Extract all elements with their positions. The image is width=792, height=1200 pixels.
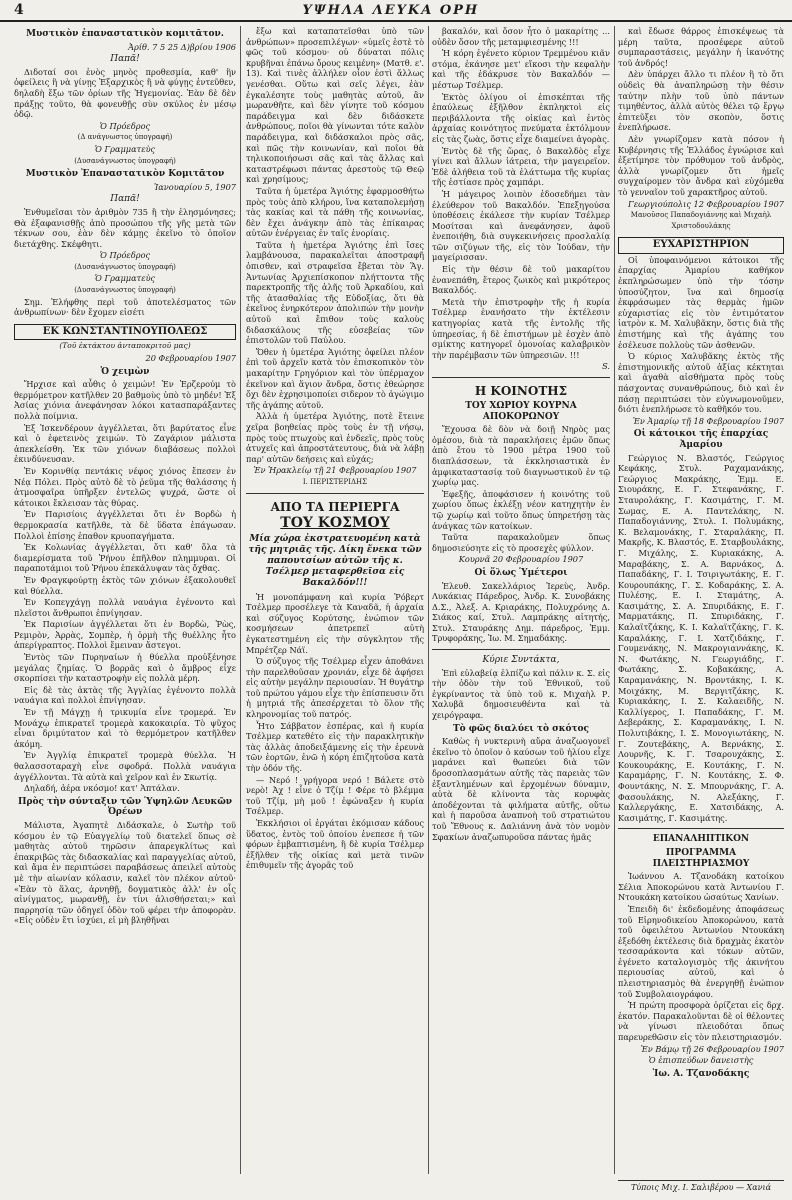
dateline: Γεωργιούπολις 12 Φεβρουαρίου 1907 [628, 198, 784, 209]
salutation: Παπᾶ! [110, 54, 140, 65]
signature-note: (Δυσανάγνωστος ὑπογραφή) [74, 262, 176, 271]
section-title: Η ΚΟΙΝΟΤΗΣ [474, 384, 568, 398]
dateline: Ἰανουαρίου 5, 1907 [154, 181, 236, 192]
paragraph: Ἐν Κορινθίᾳ πεντάκις νέφος χιόνος ἔπεσεν ἐν Νέᾳ Πόλει. Πρὸς αὐτὸ δὲ τὸ ῥεῦμα τῆς θαλάσσης ἡ ἀτμοσφαῖρα ὑπῆρξεν ἐντελῶς ψυχρά, ὥστε οἱ κάτοικοι ἔκλεισαν τὰς θύρας. [14, 465, 236, 508]
page-number: 4 [14, 2, 24, 18]
paragraph: Ἐν Ἀγγλίᾳ ἐπικρατεῖ τρομερὰ θύελλα. Ἡ θαλασσοταραχὴ εἶνε σφοδρά. Πολλὰ ναυάγια ἀγγέλλονται. Τὰ αὐτὰ καὶ χεῖρον καὶ ἐν Σκωτίᾳ. [14, 750, 236, 782]
section-box-heading: ΕΥΧΑΡΙΣΤΗΡΙΟΝ [618, 237, 784, 254]
paragraph: Ἐνθυμεῖσαι τὸν ἀριθμὸν 735 ἢ τὴν ἐλησμόνησες; Θὰ ἐξαφανισθῇς ἀπὸ προσώπου τῆς γῆς μετὰ τῶν τέκνων σου, ἐὰν δὲν κάμῃς ἐκεῖνο τὸ ὁποῖον διετάχθης. Σκέφθητι. [14, 206, 236, 249]
signature: Ὁ Γραμματεὺς [94, 273, 156, 284]
paragraph: Ὁ κύριος Χαλυβᾶκης ἐκτὸς τῆς ἐπιστημονικῆς αὐτοῦ ἀξίας κέκτηται καὶ ἀγαθὰ αἰσθήματα πρὸς τοὺς πάσχοντας συνανθρώπους, διὸ καὶ ἐν πάσῃ περιπτώσει τὸν εὐγνωμονοῦμεν, διότι ἐνεπλήρωσε τὸ καθῆκόν του. [618, 351, 784, 415]
signatories-list: Γεώργιος Ν. Βλαστός, Γεώργιος Κεφάκης, Στυλ. Ραχαμανάκης, Γεώργιος Μακράκης, Ἐμμ. Ε. Σιουράκης, Ε. Γ. Στεφανάκης, Γ. Σταυρολάκης, Γ. Κασιμάτης, Γ. Μ. Σωμας, Ε. Α. Παντελάκης, Ν. Παπαδογιάννης, Στυλ. Ι. Πολυμάκης, Κ. Βελαμονάκης, Γ. Σταραλάκης, Π. Μακρῆς, Κ. Βλαστός, Ε. Σταρβουλάκης, Γ. Μιχάλης, Σ. Κυριακάκης, Α. Μαραβάκης, Σ. Α. Βαρνάκος, Δ. Παπαδάκης, Γ. Ι. Τσιριγωτάκης, Ε. Γ. Κουρουπάκης, Γ. Σ. Κοδαράκης, Σ. Α. Πυλέσης, Ε. Ι. Σταμάτης, Α. Κασιμάτης, Σ. Α. Σπυριδάκης, Ε. Γ. Μαρματάκης, Π. Σπυριδάκης, Γ. Καλαϊτζάκης, Κ. Ι. Καλαϊτζάκης, Γ. Κ. Καραλάκης, Γ. Ι. Χατζιδάκης, Γ. Γουμενάκης, Ν. Μακρογιαννάκης, Κ. Ν. Φωτάκης, Ν. Γεωργιάδης, Γ. Φωτάκης, Σ. Κοβακάκης, Α. Καραμανάκης, Ν. Βροντάκης, Ι. Κ. Μοιχάκης, Μ. Βεργιτζάκης, Κ. Κυριακάκης, Ι. Σ. Καλαειδῆς, Ν. Καλλίγερος, Ι. Παπαδάκης, Γ. Μ. Δεβεράκης, Σ. Καραμανάκης, Ι. Ν. Πολυτιβάκης, Ι. Σ. Μονογιωτάκης, Ν. Γ. Ζουτεβάκης, Α. Βερνάκης, Σ. Λουρνῆς, Κ. Γ. Τσαρουχάκης, Σ. Κουκουράκης, Ε. Κουτάκης, Γ. Ν. Καραμάρης, Γ. Ν. Κουτάκης, Σ. Φ. Φουντάκης, Ν. Σ. Μπουρνάκης, Γ. Α. Φασουλάκης, Ν. Αλεξάκης, Γ. Καλλεργάκης, Ε. Χατσιδάκης, Α. Κασιμάτης, Γ. Κασιμάτης. [618, 452, 784, 823]
salutation: Κύριε Συντάκτα, [482, 655, 560, 666]
signatories-list: Ἐλευθ. Σακελλάριος Ἱερεὺς, Ἀνδρ. Λυκάκιας Πάρεδρος, Ἀνδρ. Κ. Συνοβάκης Δ.Σ., Ἀλεξ. Α. Κριαράκης, Πολυχρόνης Δ. Σιάκος καί, Στυλ. Λαμπράκης αἰτητής, Στυλ. Σταυράκης Δημ. πάρεδρος, Ἐμμ. Τρυφοράκης, Ἰω. Μ. Σημαδάκης. [432, 580, 610, 644]
signature: Ὁ Γραμματεὺς [94, 143, 156, 154]
paragraph: Οἱ ὑποφαινόμενοι κάτοικοι τῆς ἐπαρχίας Ἀμαρίου καθήκον ἐκπληρώσωμεν ὑπὸ τὴν τόσην ὑποσύζητον, ἵνα καὶ δημοσίᾳ ἐκφράσωμεν τὰς θερμὰς ἡμῶν εὐχαριστίας εἰς τὸν ἐντιμότατον ἰατρὸν κ. Μ. Χαλυβᾶκην, ὅστις διὰ τῆς ἐπιστήμης καὶ τῆς ἀγάπης του ἐσέλευσε πολλοὺς τῶν ἀσθενῶν. [618, 254, 784, 350]
notice-title-sub: ΠΡΟΓΡΑΜΜΑ ΠΛΕΙΣΤΗΡΙΑΣΜΟΥ [652, 847, 750, 869]
signature-note: (Δ ανάγνωστος ὑπογραφή) [77, 133, 173, 142]
paragraph: Σημ. Ἐλήφθης περὶ τοῦ ἀποτελέσματος τῶν ἀνθρωπίνων· δὲν ἔχομεν εἰσέτι [14, 296, 236, 318]
paragraph: Μάλιστα, Ἀγαπητὲ Διδάσκαλε, ὁ Σωτὴρ τοῦ κόσμου ἐν τῷ Εὐαγγελίῳ τοῦ διατελεῖ ὅπως σὲ μαθητὰς αὐτοῦ τηρῶσιν ἀπαρεγκλίτως καὶ ἐπακριβῶς τὰς διδασκαλίας καὶ παραγγελίας αὐτοῦ, καὶ ἄμα ἐν περιπτώσει παραβάσεως ἀπειλεῖ αὐτοὺς μὲ τὴν αἰωνίαν κόλασιν, καλεῖ τὸν πλέκον αὐτοῦ· «Ἐὰν τὸ ἅλας, ἀρνηθῇ, δογματικὸς ἀλλ' ἐν οἷς αἰνίγματος, μωρανθῇ, ἐν τίνι ἁλισθήσεται;» καὶ παρρησίᾳ τῶν ὁδηγεῖ ὁδὸν τοῦ φέρει τὴν ἀποφορὰν. «Εἰς οὐδὲν ἔτι ἰσχύει, εἰ μὴ βληθῆναι [14, 819, 236, 926]
column-1 [14, 26, 236, 1174]
feature-subtitle: Μία χώρα ἐκστρατευομένη κατὰ τῆς μητριᾶς τῆς. Δίκη ἔνεκα τῶν παπουτσίων αὐτῶν τῆς κ. Τσέλμερ μεταφερθεῖσα εἰς Βακαλδόν!!! [248, 533, 422, 588]
section-title-sub: ΤΟΥ ΧΩΡΙΟΥ ΚΟΥΡΝΑ ΑΠΟΚΟΡΩΝΟΥ [465, 401, 577, 422]
paragraph: — Νερό ! γρήγορα νερό ! Βάλετε στὸ νερὸ! Ἀχ ! εἶνε ὁ Τζίμ ! Φέρε τὸ βλέμμα τοῦ Τζίμ, μὴ μοῦ ! ἐφώναξεν ἡ κυρία Τσέλμερ. [246, 774, 424, 817]
article-heading: Ὁ χειμὼν [100, 366, 150, 377]
author-name: Ι. ΠΕΡΙΣΤΕΡΙΔΗΣ [302, 477, 368, 486]
signatories-heading: Οἱ ὅλως Ὑμέτεροι [474, 567, 568, 578]
paragraph: Ὅθεν ἡ ὑμετέρα Ἁγιότης ὀφείλει πλέον ἐπὶ τοῦ ἀρχεῖν κατὰ τὸν ἐπισκοπικὸν τὸν μακαρίτην Γρηγόριον καὶ τὸν ὑπέρμαχον ἐκεῖνον καὶ ἅγιον ἄνδρα, ὅστις ἐθεώρησε ὄχι δὲν ἐχρησιμοποίει σιδερον τὸ ἀγώγιμο τῆς ἀγάπης αὐτοῦ. [246, 346, 424, 410]
article-heading: Πρὸς τὴν σύνταξιν τῶν Ὑψηλῶν Λευκῶν Ὀρέων [17, 796, 233, 818]
paragraph: Ἐκ Κολωνίας ἀγγέλλεται, ὅτι καθ' ὅλα τὰ διαμερίσματα τοῦ Ῥήνου ἐπῆλθον πλημμυραι. Οἱ παραποτάμιοι τοῦ Ῥήνου ἐπεκάλυψαν τὰς ὄχθας. [14, 542, 236, 574]
paragraph: Ἐφεξῆς, ἀποφάσισεν ἡ κοινότης τοῦ χωρίου ὅπως ἐκλέξῃ νέον κατηχητὴν ἐν τῷ χωρίῳ καὶ τοῦτο ὅπως ὑπηρετήσῃ τὰς ἀνάγκας τῶν κατοίκων. [432, 488, 610, 531]
paragraph: Ἐκτὸς ὀλίγου οἱ ἐπισκέπται τῆς ἐπαύλεως ἐξῆλθον ἐκπληκτοὶ εἰς περιβάλλοντα τῆς οἰκίας καὶ ἐντὸς ἀρχαίας κοινότητος πνεύματα ἐκτόλμουν εἰς τὰς ζωὰς, ὅστις εἶχε διαμείνει ἀγορὰς. [432, 91, 610, 144]
paragraph: Ἰωάννου Α. Τζανοδάκη κατοίκου Σέλια Ἀποκορώνου κατὰ Ἀντωνίου Γ. Ντουκάκη κατοίκου ὡσαύτως Χανίων. [618, 871, 784, 903]
paragraph: Ἐν Παρισίοις ἀγγέλλεται ὅτι ἐν Βορδὼ ἡ θερμοκρασία κατῆλθε, τὰ δὲ ὕδατα ἐπάγωσαν. Πολλοὶ ἐπίσης ἐπαθον κρυοπαγήματα. [14, 509, 236, 541]
paragraph: Ἐξ Ἰσκενδέρουν ἀγγέλλεται, ὅτι βαρύτατος εἶνε καὶ ὁ ἐφετεινὸς χειμών. Τὸ Ζαγάριον μάλιστα ἀπεκλείσθη. Ἐκ τῶν χιόνων διαβάσεως πολλοὶ ἐκινδύνευσαν. [14, 422, 236, 465]
paragraph: Ταῦτα ἡ ἡμετέρα Ἁγιότης ἐπὶ ἴσες λαμβάνουσα, παρακαλεῖται ἀποστραφῆ ὁπισθεν, καὶ στραφεῖσα ἔβεται τὸν Ἅγ. Ἀντωνίας Ἀρχιεπίσκοπον πλήττοντα τῆς παρεκτροπῆς τῆς ἀλῆς τοῦ Ἀρκαδίου, καὶ τῆς ἀτασθαλίας τῆς Εὐδοξίας, ὅτι θὰ ἐκεῖνος ἐνηρκότερον ἀπολιπών τὴν μονὴν αὐτοῦ καὶ ἔπιθον τοὺς καλοὺς διδασκάλους τῆς εὐσεβείας τῶν ἐπιστολῶν τοῦ Παύλου. [246, 239, 424, 346]
salutation: Παπᾶ! [110, 194, 140, 205]
paragraph: Ἦτο Σάββατον ἑσπέρας, καὶ ἡ κυρία Τσέλμερ κατεθέτο εἰς τὴν παρακλητικὴν τὰς ἀλλὰς ἀποδειξάμενης εἰς τὴν ἐρευνὰ τῶν ἑορτῶν, ἐνῶ ἡ κόρη ἐπιζητοῦσα κατὰ τὴν ὁδόν τῆς. [246, 720, 424, 774]
column-4 [618, 26, 784, 1174]
feature-title: ΑΠΟ ΤΑ ΠΕΡΙΕΡΓΑ [270, 499, 400, 514]
dateline: Ἀρίθ. 7 5 25 Δ)βρίου 1906 [128, 41, 236, 52]
article-heading: Μυστικὸν Ἐπαναστατικὸν Κομιτᾶτον [25, 169, 225, 180]
paragraph: βακαλόν, καὶ ὅσον ἦτο ὁ μακαρίτης ... οὐδὲν ὅσον τῆς μεταμφιεσμένης !!! [432, 26, 610, 47]
paragraph: Ἡ μάγειρος λοιπὸν ἐδοσεδήμει τὰν ἐλεύθερον τοῦ Βακαλδόν. Ἐπεξηγούσα ὑποθέσεις ἐκάλεσε τὴν κυρίαν Τσέλμερ Μοσίτσαι καὶ ἀνεφάνησεν, ἀφοῦ ἐνεποιήθη, διὰ συγκεκινήσεις προσλαλίᾳ τῶν σιζύγων τῆς, εἰς τὸν Ἰούδαν, τὴν μαγείρισσαν. [432, 188, 610, 263]
paragraph: Εἰς δὲ τὰς ἀκτὰς τῆς Ἀγγλίας ἐγένοντο πολλὰ ναυάγια καὶ πολλοὶ ἐπνίγησαν. [14, 684, 236, 706]
notice-title: ΕΠΑΝΑΛΗΠΤΙΚΟΝ [652, 834, 750, 845]
paragraph: ἔξω καὶ καταπατεῖσθαι ὑπὸ τῶν ἀνθρώπων» προσεπιλέγων· «ὑμεῖς ἐστὲ τὸ φῶς τοῦ κόσμου· οὐ δύναται πόλις κρυβῆναι ἐπάνω ὄρους κειμένη» (Ματθ. ε'. 13). Καὶ τινὲς ἀλλήλεν οἷον ἐστὶ ἄλλως γενέσθαι. Οὕτω καὶ σεῖς λέγει, ἐὰν ἐγκαλέσητε τοὺς μαθητὰς αὐτοῦ, ἂν μωρανθῆτε, καὶ δὲν γίνητε τοῦ κόσμου παράδειγμα καὶ δὲν διδάσκετε ἀνθρώπους, ποῖοι θὰ γίνωνται τότε καλὸν παράδειγμα, καὶ διδάσκαλοι πρὸς σᾶς, καὶ πῶς τὴν κοινωνίαν, καὶ ποῖοι θὰ τηλικοποιήσωσι σᾶς καὶ τὰς ἄλλας καὶ καταστρέφωσι πάντας ἀρεστοὺς τῷ Θεῷ καὶ χρησίμους; [246, 26, 424, 185]
signature-role: Ὁ ἐπισπεύδων δανειστὴς [648, 1055, 754, 1066]
paragraph: Ἡ κόρη ἐγένετο κύριον Τρεμμένου κιᾶν στόμα, ἐκάνησε μετ' εἴκοσι τὴν κεφαλὴν καὶ τῆς ἐδάκρυσε τὸν Βακαλδόν — μέστωρ Τσέλμερ. [432, 48, 610, 90]
paragraph: Ἐπειδὴ δι' ἐκδεδομένης ἀποφάσεως τοῦ Εἰρηνοδικείου Ἀποκορώνου, κατὰ τοῦ ὀφειλέτου Ἀντωνίου Ντουκάκη ἐξεδόθη ἐκτέλεσις διὰ δραχμὰς ἑκατὸν τεσσαράκοντα καὶ τόκων αὐτῶν, ἐγένετο καταλογισμὸς τῆς ἀκινήτου περιουσίας αὐτοῦ, καὶ ὁ πλειστηριασμὸς θὰ ἐνεργηθῇ ἐνώπιον τοῦ Συμβολαιογράφου. [618, 903, 784, 999]
dateline: Ἐν Βάμῳ τῇ 26 Φεβρουαρίου 1907 [640, 1043, 784, 1054]
paragraph: Ἡ πρώτη προσφορὰ ὁρίζεται εἰς δρχ. ἑκατόν. Παρακαλοῦνται δὲ οἱ θέλοντες νὰ γίνωσι πλειοδόται ὅπως παρευρεθῶσιν εἰς τὸν πλειστηριασμόν. [618, 1000, 784, 1043]
paragraph: Μετὰ τὴν ἐπιστροφὴν τῆς ἡ κυρία Τσέλμερ ἐνανήσατο τὴν ἐκτέλεσιν κατηγορίας κατὰ τῆς ἐντολῆς τῆς ὑπηρεσίας, ἡ δὲ ἐπιστήμων μὲ ἐσχὲν ἀπὸ σμίκτης κατηγορεῖ ὁμονοίας καλαβρικὸν τὴν παρέμβασιν τῶν ὑπηρεσιῶν. !!! [432, 296, 610, 360]
paragraph: Ἡ μονοπάμφανη καὶ κυρία Ῥόβερτ Τσέλμερ προσέλεγε τὰ Καναδᾶ, ἡ ἀρχαία καὶ σύζυγος Κορύτσης, ἐνώπιον τῶν κοσμήσεων ἀπετρεπεῖ αὐτὴ ἐγκατεστημένη εἰς τὴν σύγκλητον τῆς Μπρέτζερ Νάϊ. [246, 591, 424, 655]
paragraph: Καθὼς ἡ νυκτερινὴ αὔρα ἀναζωογονεῖ ἐκεῖνο τὸ ὁποῖον ὁ καύσων τοῦ ἡλίου εἶχε μαράνει καὶ θωπεύει διὰ τῶν δροσοπλασμάτων αὐτῆς τὰς παρειὰς τῶν ἐξαντλημένων καὶ ἐρχομένων δύναμιν, αὐτὰ δὲ κλίνοντα τὰς κορυφὰς ἀποδέχονται τὰ φιλήματα αὐτῆς, οὕτω καὶ ἡ παροῦσα ἀναπνοὴ τοῦ στρατιώτου τοῦ Ἔθνους κ. Δαλιάννη ἀνὰ τὸν νομὸν Σφακίων ἀναζωπυροῦσα πάντας ἡμᾶς [432, 736, 610, 842]
paragraph: Ἐκκλήσιοι οἱ ἐργάται ἐκόμισαν κάδους ὕδατος, ἐντὸς τοῦ ὁποίου ἐνεπεσε ἡ τῶν φόρων ἐμβαπτισμένη, ἢ δὲ κυρία Τσέλμερ ἐξῆλθεν τῆς οἰκίας καὶ μετὰ τινῶν ἐπιθυμεῖν τῆς ἀγορᾶς τοῦ [246, 818, 424, 871]
column-2 [246, 26, 424, 1174]
signatories-heading: Οἱ κάτοικοι τῆς ἐπαρχίας Ἀμαρίου [633, 429, 769, 450]
dateline: Ἐν Ἀμαρίῳ τῇ 18 Φεβρουαρίου 1907 [632, 415, 784, 426]
paragraph: Ἔχουσα δὲ δὸν νὰ δοιῇ Νηρὸς μας ὁμέσου, διὰ τὰ παρακλήσεις ἐμῶν ὅπως ἀπὸ ἔτου τὸ 1900 μέτρα 1900 τοῦ διαπλάσσεων, τὰ ἐκκλησιαστικὰ ἐν ἀμφικαταστασίᾳ τοῦ διαγνωστικοῦ ἐν τῷ χωρίῳ μας. [432, 424, 610, 488]
signature-name: Ἰω. Α. Τζανοδάκης [652, 1068, 750, 1079]
paragraph: Δὲν ὑπάρχει ἄλλο τι πλέον ἢ τὸ ὅτι οὐδεὶς θὰ ἀναπληρώσῃ τὴν θέσιν ταύτην πλὴν τοῦ ὑπὸ πάντων τιμηθέντος, ἀλλὰ αὐτὸς θέλει τῷ ἔργῳ ἐπιτεῦξει τὸν σκοπὸν, ὅστις ἐνεπλήρωσε. [618, 69, 784, 133]
paragraph: Ἐκ Παρισίων ἀγγέλλεται ὅτι ἐν Βορδὼ, Ῥὼς, Ρεμιρὸν, Ἀρρὰς, Σομπὲρ, ἡ ὁρμὴ τῆς θυέλλης ἦτο ἀπερίγραπτος. Πολλοὶ ἔμειναν ἄστεγοι. [14, 619, 236, 651]
paragraph: Ἐν Φραγκφούρτῃ ἐκτὸς τῶν χιόνων ἐξακολουθεῖ καὶ θύελλα. [14, 574, 236, 596]
feature-title-main: ΤΟΥ ΚΟΣΜΟΥ [280, 514, 390, 531]
dateline: Ἐν Ἡρακλείῳ τῇ 21 Φεβρουαρίου 1907 [253, 465, 417, 476]
paragraph: Ἐπὶ εὐλαβείᾳ ἐλπίζω καὶ πάλιν κ. Σ. εἰς τὴν ὁδὸν τὴν τοῦ Ἐθνικοῦ, τοῦ ἐγκρίναντος τὰ ὑπὸ τοῦ κ. Μιχαὴλ Ρ. Χαλυβᾶ δημοσιευθέντα καὶ τὰ χειρόγραφα. [432, 667, 610, 721]
paragraph: Δηλαδή, ἀέρα νκόσμο! κατ' Ἀπτάλαν. [24, 783, 180, 794]
dateline: 20 Φεβρουαρίου 1907 [145, 353, 236, 364]
paragraph: Ἀλλὰ ἡ ὑμετέρα Ἁγιότης, ποτὲ ἔτεινε χεῖρα βοηθείας πρὸς τοὺς ἐν τῇ νήσῳ, πρὸς τοὺς πτωχοὺς καὶ ἐνδεεῖς, πρὸς τοὺς ἀτυχεῖς καὶ ἀπροστάτευτους, διὰ νὰ λάβῃ παρ' αὐτῶν δεήσεις καὶ εὐχάς; [246, 411, 424, 464]
signature: Ὁ Πρόεδρος [99, 120, 151, 131]
column-3 [432, 26, 610, 1174]
signature-names: Μανοῦσος Παπαδογιάννης καὶ Μιχαὴλ Χριστοδουλάκης [630, 211, 772, 230]
paragraph: Διδοταί σοι ἑνὸς μηνὸς προθεσμία, καθ' ἣν ὀφείλεις ἢ νὰ γίνῃς Ἐξαρχικὸς ἢ νὰ φύγῃς ἐντεῦθεν, δηλαδὴ ἔξω τῶν ὁρίων τῆς Ἡγεμονίας. Ἐὰν δὲ δὲν πράξῃς τοῦτο, θὰ φονευθῇς σὺν σκύλος ἐν μέσῳ ὁδῷ. [14, 66, 236, 120]
paragraph: Ἐντὸς δὲ τῆς ὥρας, ὁ Βακαλδὸς εἶχε γίνει καὶ ἄλλων ἰάτρεια, τὴν μαγειρεῖον. Ἐδὲ ἀλήθεια τοῦ τὰ ἐλάττωμα τῆς κυρίας τῆς ἐστίασε πρὸς χαμπάρι. [432, 145, 610, 188]
signature-note: (Δυσανάγνωστος ὑπογραφή) [74, 286, 176, 295]
paragraph: Ταῦτα παρακαλοῦμεν ὅπως δημοσιεύσητε εἰς τὸ προσεχὲς φύλλον. [432, 532, 610, 553]
paragraph: Ἐν Κοπεγχάγῃ πολλὰ ναυάγια ἐγένοντο καὶ πλεῖστοι ἄνθρωποι ἐπνίγησαν. [14, 597, 236, 618]
newspaper-title: ΥΨΗΛΑ ΛΕΥΚΑ ΟΡΗ [302, 2, 480, 18]
paragraph: Ἐντὸς τῶν Πυρηναίων ἡ θύελλα προὐξένησε μεγάλας ζημίας. Ὁ βορρᾶς καὶ ὁ ἄμβρος εἶχε σκορπίσει τὴν καταστροφὴν εἰς πολλὰ μέρη. [14, 652, 236, 684]
paragraph: Ὁ σύζυγος τῆς Τσέλμερ εἶχεν ἀποθάνει τὴν παρελθοῦσαν χρονιάν, εἶχε δὲ ἀφήσει εἰς αὐτὴν μεγάλην περιουσίαν. Ἡ θυγάτηρ τοῦ πρώτου γάμου εἶχε τὴν ἐπίσπευσιν ὅτι ἡ μητριά τῆς ἀπεσέρχεται τὸ ὅλον τῆς κληρονομίας τοῦ πατρός. [246, 656, 424, 720]
section-box-heading: ΕΚ ΚΩΝΣΤΑΝΤΙΝΟΥΠΟΛΕΩΣ [14, 324, 236, 341]
signature: S. [602, 361, 610, 372]
paragraph: Εἰς τὴν θέσιν δὲ τοῦ μακαρίτου ἐνανεπάθη, ἕτερος ζωικὸς καὶ μικρότερος Βακαλδός. [432, 264, 610, 296]
article-heading: Τὸ φῶς διαλύει τὸ σκότος [452, 723, 590, 734]
paragraph: Ἐν τῇ Μάγχῃ ἡ τρικυμία εἶνε τρομερά. Ἐν Μονάχῳ ἐπικρατεῖ τρομερὰ κακοκαιρία. Τὸ ψῦχος εἶναι δριμύτατον καὶ τὸ θερμόμετρον κατῆλθεν ἀκόμη. [14, 707, 236, 749]
paragraph: Ἤρχισε καὶ αὖθις ὁ χειμών! Ἐν Ἐρζερούμ τὸ θερμόμετρον κατῆλθεν 20 βαθμοὺς ὑπὸ τὸ μηδέν! Ἐξ Ἀσίας χιόνια ἀνεφάνησαν λόκοι κατασπαράξαντες πολλὰ ποίμνια. [14, 379, 236, 421]
paragraph: Δὲν γνωρίζομεν κατὰ πόσον ἡ Κυβέρνησις τῆς Ἐλλάδος ἐγνώρισε καὶ ἐξετίμησε τὸν πρόθυμον τοῦ ἀνδρὸς, ἀλλὰ γνωρίζομεν ὅτι ἡμεῖς συγχαίρομεν τὸν ἄνδρα καὶ εὐχόμεθα τὸ γενναῖον τοῦ χαρακτῆρος αὐτοῦ. [618, 133, 784, 197]
dateline: Κουρνᾶ 20 Φεβρουαρίου 1907 [458, 554, 584, 565]
masthead [0, 0, 792, 22]
signature: Ὁ Πρόεδρος [99, 250, 151, 261]
printer-imprint: Τύποις Μιχ. Ι. Σαλιβέρου — Χανιά [618, 1180, 784, 1192]
section-subtitle: (Τοῦ ἐκτάκτου ἀνταποκριτοῦ μας) [59, 341, 191, 351]
paragraph: καὶ ἔδωσε θάρρος ἐπισκέψεως τὰ μέρη ταῦτα, προσέφερε αὐτοῦ συμπαραστάσεις, μεγάλην ἡ ἱκανότης τοῦ ἀνδρός! [618, 26, 784, 68]
article-heading: Μυστικὸν ἐπαναστατικὸν κομιτᾶτον. [26, 29, 224, 39]
signature-note: (Δυσανάγνωστος ὑπογραφή) [74, 156, 176, 165]
paragraph: Ταῦτα ἡ ὑμετέρα Ἁγιότης ἐφαρμοσθήτω πρὸς τοὺς ἀπὸ κλήρου, ἵνα καταπολεμήσῃ τὰς κακίας καὶ τὰ πάθη τῆς κοινωνίας, δὲν ἔχει ἀνάγκην ἀπὸ τὰς ἐπίκαιρας αὐτῶν ἐνέργειας ἐν ταῖς ἐνορίαις. [246, 185, 424, 239]
